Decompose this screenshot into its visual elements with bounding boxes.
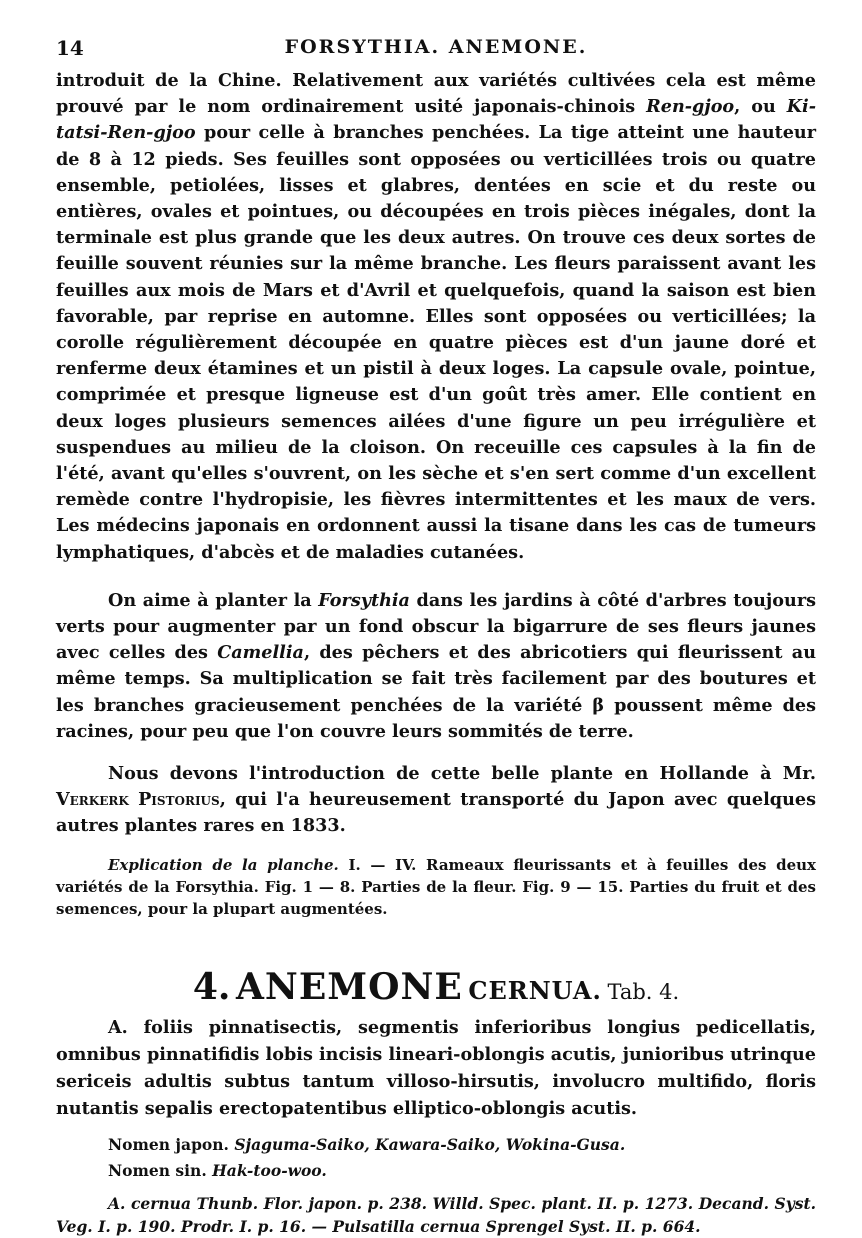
page bbox=[56, 30, 816, 1238]
section-species: CERNUA. bbox=[468, 975, 602, 1005]
text-run: On aime à planter la bbox=[108, 589, 319, 611]
nomen-sin-label: Nomen sin. bbox=[108, 1160, 213, 1180]
section-tab: Tab. 4. bbox=[607, 979, 680, 1004]
references-text: A. cernua Thunb. Flor. japon. p. 238. Willd. Spec. plant. II. p. 1273. Decand. Syst. Veg. I. p. 190. Prodr. I. p. 16. — Pulsatilla cernua Sprengel Syst. II. p. 664. bbox=[56, 1193, 816, 1236]
nomen-japon-label: Nomen japon. bbox=[108, 1134, 235, 1154]
nomen-sin-names: Hak-too-woo. bbox=[212, 1160, 327, 1180]
section-heading bbox=[56, 966, 816, 1008]
latin-diagnosis: A. foliis pinnatisectis, segmentis inferioribus longius pedicellatis, omnibus pinnatifidis lobis incisis lineari-oblongis acutis, junioribus utrinque sericeis adultis subtus tantum villoso-hirsutis, involucro multifido, floris nutantis sepalis erectopatentibus elliptico-oblongis acutis. bbox=[56, 1016, 816, 1119]
text-run: pour celle à branches penchées. La tige atteint une hauteur de 8 à 12 pieds. Ses feuilles sont opposées ou verticillées trois ou quatre ensemble, petiolées, lisses et glabres, dentées en scie et du reste ou entières, ovales et pointues, ou découpées en trois pièces inégales, dont la terminale est plus grande que les deux autres. On trouve ces deux sortes de feuille souvent réunies sur la même branche. Les fleurs paraissent avant les feuilles aux mois de Mars et d'Avril et quelquefois, quand la saison est bien favorable, par reprise en automne. Elles sont opposées ou verticillées; la corolle régulièrement découpée en quatre pièces est d'un jaune doré et renferme deux étamines et un pistil à deux loges. La capsule ovale, pointue, comprimée et presque ligneuse est d'un goût très amer. Elle contient en deux loges plusieurs semences ailées d'une figure un peu irrégulière et suspendues au milieu de la cloison. On receuille ces capsules à la fin de l'été, avant qu'elles s'ouvrent, on les sèche et s'en sert comme d'un excellent remède contre l'hydropisie, les fièvres intermittentes et les maux de vers. Les médecins japonais en ordonnent aussi la tisane dans les cas de tumeurs lymphatiques, d'abcès et de maladies cutanées. bbox=[56, 122, 816, 563]
italic-name: Ren-gjoo bbox=[646, 96, 735, 118]
paragraph-introduction bbox=[56, 761, 816, 840]
spacer bbox=[56, 566, 816, 588]
nomen-sin-line bbox=[108, 1158, 816, 1184]
references bbox=[56, 1192, 816, 1238]
italic-name: Forsythia bbox=[318, 589, 410, 611]
nomen-japon-line bbox=[108, 1132, 816, 1158]
page-header bbox=[56, 30, 816, 68]
paragraph-forsythia-description bbox=[56, 68, 816, 566]
text-run: introduit de la Chine. Relativement aux variétés cultivées cela est même prouvé par le nom ordinairement usité japonais-chinois bbox=[56, 70, 816, 118]
spacer bbox=[56, 745, 816, 761]
page-number: 14 bbox=[56, 36, 84, 60]
italic-name: Ki-tatsi-Ren-gjoo bbox=[56, 96, 817, 144]
nomen-japon-names: Sjaguma-Saiko, Kawara-Saiko, Wokina-Gusa. bbox=[234, 1134, 626, 1154]
text-run: , ou bbox=[734, 96, 787, 118]
small-caps-name: Verkerk Pistorius bbox=[56, 789, 220, 811]
running-head: FORSYTHIA. ANEMONE. bbox=[284, 36, 588, 58]
text-run: , qui l'a heureusement transporté du Japon avec quelques autres plantes rares en 1833. bbox=[56, 789, 816, 837]
text-run: , des pêchers et des abricotiers qui fleurissent au même temps. Sa multiplication se fait très facilement par des boutures et les branches gracieusement penchées de la variété β poussent même des racines, pour peu que l'on couvre leurs sommités de terre. bbox=[56, 642, 816, 742]
caption-text: I. — IV. Rameaux fleurissants et à feuilles des deux variétés de la Forsythia. Fig. 1 — 8. Parties de la fleur. Fig. 9 — 15. Parties du fruit et des semences, pour la plupart augmentées. bbox=[56, 855, 817, 918]
italic-name: Camellia bbox=[217, 642, 304, 664]
plate-explanation bbox=[56, 854, 816, 920]
text-run: dans les jardins à côté d'arbres toujours verts pour augmenter par un fond obscur la bigarrure de ses fleurs jaunes avec celles des bbox=[56, 589, 816, 664]
text-run: Nous devons l'introduction de cette belle plante en Hollande à Mr. bbox=[108, 763, 816, 785]
nomen-block bbox=[56, 1132, 816, 1184]
section-genus: ANEMONE bbox=[235, 965, 463, 1008]
section-number: 4. bbox=[192, 965, 231, 1008]
paragraph-cultivation bbox=[56, 588, 816, 745]
caption-lead: Explication de la planche. bbox=[108, 855, 339, 874]
